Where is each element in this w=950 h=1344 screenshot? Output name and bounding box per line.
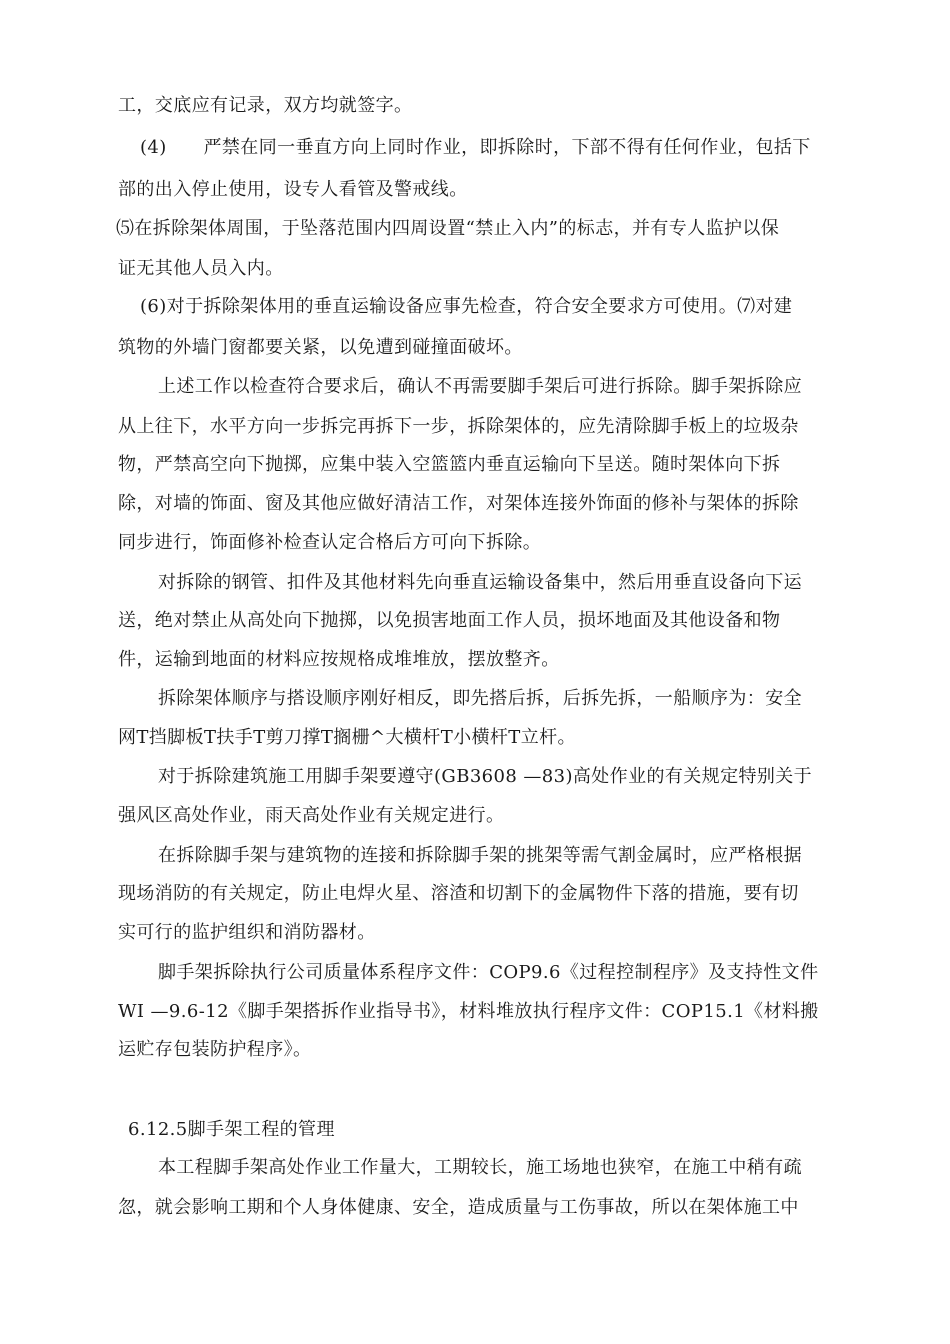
paragraph-line: 实可行的监护组织和消防器材。: [118, 922, 376, 943]
paragraph-line: 工，交底应有记录，双方均就签字。: [118, 95, 413, 116]
paragraph-line: 在拆除脚手架与建筑物的连接和拆除脚手架的挑架等需气割金属时，应严格根据: [158, 845, 802, 866]
paragraph-line: 件，运输到地面的材料应按规格成堆堆放，摆放整齐。: [118, 649, 560, 670]
paragraph-line: 现场消防的有关规定，防止电焊火星、溶渣和切割下的金属物件下落的措施，要有切: [118, 883, 799, 904]
paragraph-line: 拆除架体顺序与搭设顺序刚好相反，即先搭后拆，后拆先拆，一船顺序为：安全: [158, 688, 802, 709]
paragraph-line: 物，严禁高空向下抛掷，应集中装入空篮篮内垂直运输向下呈送。随时架体向下拆: [118, 454, 781, 475]
paragraph-line: 本工程脚手架高处作业工作量大，工期较长，施工场地也狭窄，在施工中稍有疏: [158, 1157, 802, 1178]
paragraph-line: 上述工作以检查符合要求后，确认不再需要脚手架后可进行拆除。脚手架拆除应: [158, 376, 802, 397]
paragraph-line: (4) 严禁在同一垂直方向上同时作业，即拆除时，下部不得有任何作业，包括下: [140, 137, 811, 158]
paragraph-line: (6)对于拆除架体用的垂直运输设备应事先检查，符合安全要求方可使用。⑺对建: [140, 296, 793, 317]
paragraph-line: 同步进行，饰面修补检查认定合格后方可向下拆除。: [118, 532, 542, 553]
paragraph-line: 从上往下，水平方向一步拆完再拆下一步，拆除架体的，应先清除脚手板上的垃圾杂: [118, 416, 799, 437]
paragraph-line: 证无其他人员入内。: [118, 258, 284, 279]
paragraph-line: 运贮存包装防护程序》。: [118, 1039, 312, 1060]
paragraph-line: 除，对墙的饰面、窗及其他应做好清洁工作，对架体连接外饰面的修补与架体的拆除: [118, 493, 799, 514]
paragraph-line: WI —9.6-12《脚手架搭拆作业指导书》，材料堆放执行程序文件：COP15.1《材料搬: [118, 1001, 819, 1022]
paragraph-line: 送，绝对禁止从高处向下抛掷，以免损害地面工作人员，损坏地面及其他设备和物: [118, 610, 781, 631]
paragraph-line: ⑸在拆除架体周围，于坠落范围内四周设置“禁止入内”的标志，并有专人监护以保: [116, 218, 780, 239]
paragraph-line: 网T挡脚板T扶手T剪刀撑T搁栅^大横杆T小横杆T立杆。: [118, 727, 576, 748]
paragraph-line: 忽，就会影响工期和个人身体健康、安全，造成质量与工伤事故，所以在架体施工中: [118, 1197, 799, 1218]
paragraph-line: 对拆除的钢管、扣件及其他材料先向垂直运输设备集中，然后用垂直设备向下运: [158, 572, 802, 593]
paragraph-line: 脚手架拆除执行公司质量体系程序文件：COP9.6《过程控制程序》及支持性文件: [158, 962, 819, 983]
section-heading: 6.12.5脚手架工程的管理: [128, 1119, 335, 1140]
paragraph-line: 对于拆除建筑施工用脚手架要遵守(GB3608 —83)高处作业的有关规定特别关于: [158, 766, 813, 787]
paragraph-line: 部的出入停止使用，设专人看管及警戒线。: [118, 179, 468, 200]
paragraph-line: 强风区高处作业，雨天高处作业有关规定进行。: [118, 805, 505, 826]
paragraph-line: 筑物的外墙门窗都要关紧，以免遭到碰撞面破坏。: [118, 337, 523, 358]
